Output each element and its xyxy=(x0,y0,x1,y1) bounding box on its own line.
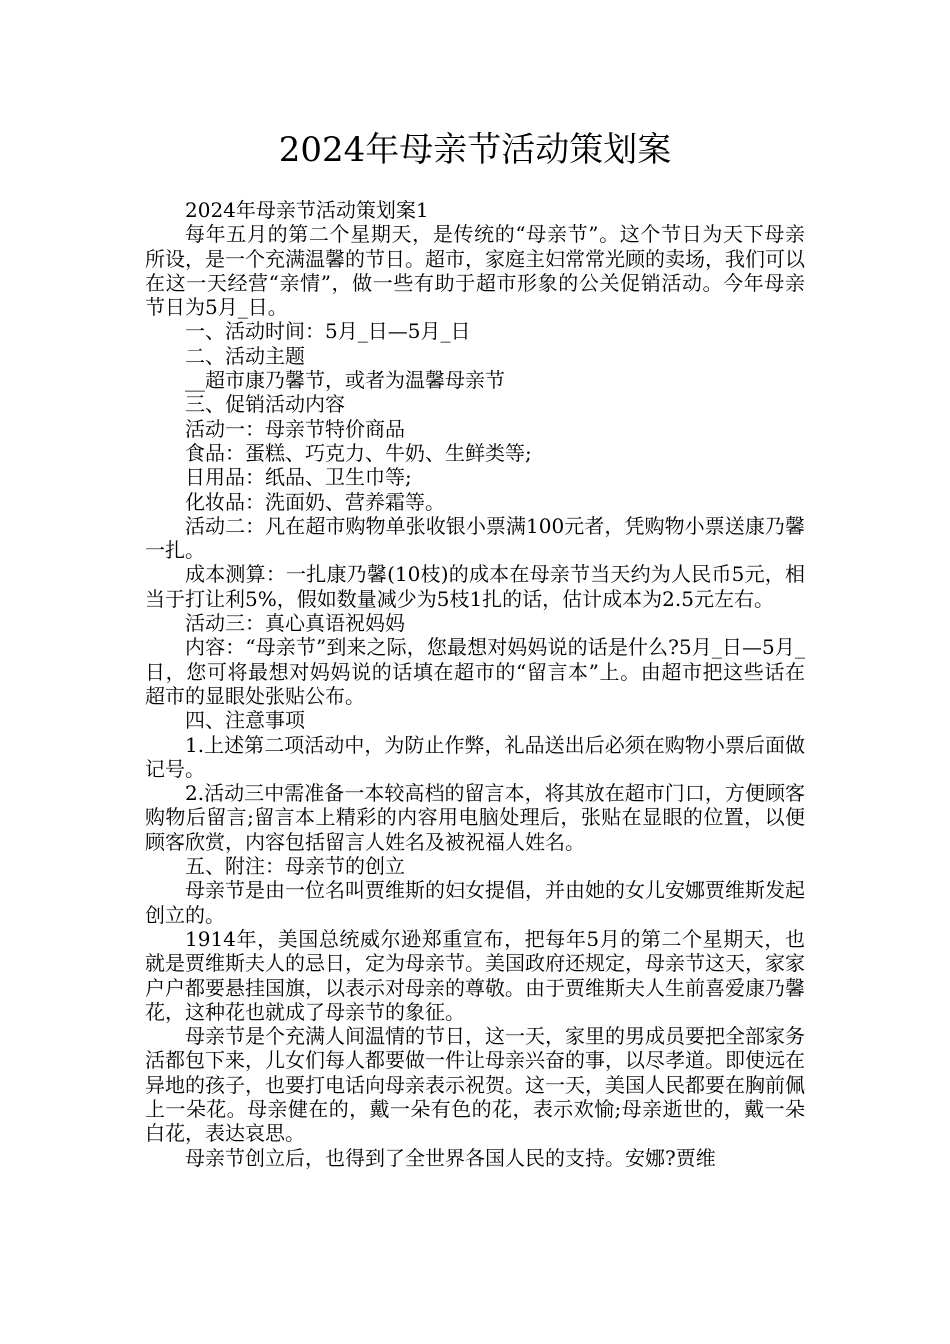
body-paragraph: 母亲节是由一位名叫贾维斯的妇女提倡，并由她的女儿安娜贾维斯发起创立的。 xyxy=(145,878,805,927)
body-paragraph: 日用品：纸品、卫生巾等; xyxy=(185,465,412,490)
body-paragraph: 母亲节是个充满人间温情的节日，这一天，家里的男成员要把全部家务活都包下来，儿女们每人都要做一件让母亲兴奋的事，以尽孝道。即使远在异地的孩子，也要打电话向母亲表示祝贺。这一天，美国人民都要在胸前佩上一朵花。母亲健在的，戴一朵有色的花，表示欢愉;母亲逝世的，戴一朵白花，表达哀思。 xyxy=(145,1024,805,1146)
body-paragraph: 活动二：凡在超市购物单张收银小票满100元者，凭购物小票送康乃馨一扎。 xyxy=(145,513,805,563)
body-paragraph: 1914年，美国总统威尔逊郑重宣布，把每年5月的第二个星期天，也就是贾维斯夫人的忌日，定为母亲节。美国政府还规定，母亲节这天，家家户户都要悬挂国旗，以表示对母亲的尊敬。由于贾维斯夫人生前喜爱康乃馨花，这种花也就成了母亲节的象征。 xyxy=(145,926,805,1024)
document-body xyxy=(145,198,805,1170)
body-paragraph: 二、活动主题 xyxy=(185,343,305,368)
body-paragraph: 三、促销活动内容 xyxy=(185,392,345,417)
body-paragraph: 内容：“母亲节”到来之际，您最想对妈妈说的话是什么?5月_日—5月_日，您可将最想对妈妈说的话填在超市的“留言本”上。由超市把这些话在超市的显眼处张贴公布。 xyxy=(145,635,805,708)
body-paragraph: 活动一：母亲节特价商品 xyxy=(185,416,405,441)
body-paragraph: 食品：蛋糕、巧克力、牛奶、生鲜类等; xyxy=(185,440,532,465)
body-paragraph: 一、活动时间：5月_日—5月_日 xyxy=(185,319,471,344)
body-paragraph: __超市康乃馨节，或者为温馨母亲节 xyxy=(185,368,505,393)
body-paragraph: 四、注意事项 xyxy=(185,708,305,733)
body-paragraph: 2024年母亲节活动策划案1 xyxy=(185,198,429,222)
body-paragraph: 活动三：真心真语祝妈妈 xyxy=(185,611,405,636)
body-paragraph: 2.活动三中需准备一本较高档的留言本，将其放在超市门口，方便顾客购物后留言;留言本上精彩的内容用电脑处理后，张贴在显眼的位置，以便顾客欣赏，内容包括留言人姓名及被祝福人姓名。 xyxy=(145,781,805,854)
body-paragraph: 五、附注：母亲节的创立 xyxy=(185,854,405,879)
body-paragraph: 化妆品：洗面奶、营养霜等。 xyxy=(185,489,445,514)
body-paragraph: 每年五月的第二个星期天，是传统的“母亲节”。这个节日为天下母亲所设，是一个充满温馨的节日。超市，家庭主妇常常光顾的卖场，我们可以在这一天经营“亲情”，做一些有助于超市形象的公关促销活动。今年母亲节日为5月_日。 xyxy=(145,222,805,320)
body-paragraph: 成本测算：一扎康乃馨(10枝)的成本在母亲节当天约为人民币5元，相当于打让利5%，假如数量减少为5枝1扎的话，估计成本为2.5元左右。 xyxy=(145,562,805,611)
body-paragraph: 母亲节创立后，也得到了全世界各国人民的支持。安娜?贾维 xyxy=(185,1145,716,1170)
body-paragraph: 1.上述第二项活动中，为防止作弊，礼品送出后必须在购物小票后面做记号。 xyxy=(145,732,805,781)
document-title: 2024年母亲节活动策划案 xyxy=(278,130,672,170)
